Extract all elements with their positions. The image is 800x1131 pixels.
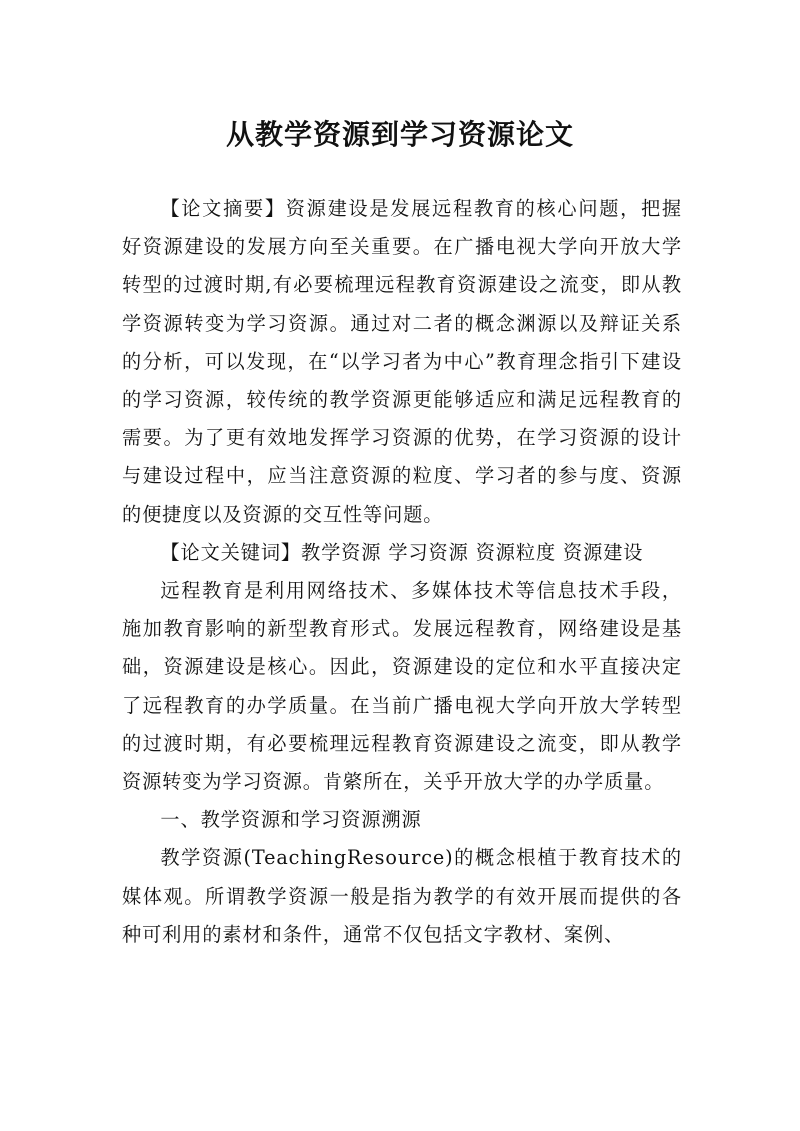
document-title: 从教学资源到学习资源论文 — [225, 117, 574, 151]
document-body — [122, 190, 682, 954]
section-heading: 一、教学资源和学习资源溯源 — [160, 808, 422, 832]
intro-paragraph: 远程教育是利用网络技术、多媒体技术等信息技术手段，施加教育影响的新型教育形式。发展远程教育，网络建设是基础，资源建设是核心。因此，资源建设的定位和水平直接决定了远程教育的办学质量。在当前广播电视大学向开放大学转型的过渡时期，有必要梳理远程教育资源建设之流变，即从教学资源转变为学习资源。肯綮所在，关乎开放大学的办学质量。 — [122, 579, 682, 794]
section-paragraph: 教学资源(TeachingResource)的概念根植于教育技术的媒体观。所谓教学资源一般是指为教学的有效开展而提供的各种可利用的素材和条件，通常不仅包括文字教材、案例、 — [122, 846, 682, 946]
abstract-paragraph: 【论文摘要】资源建设是发展远程教育的核心问题，把握好资源建设的发展方向至关重要。在广播电视大学向开放大学转型的过渡时期,有必要梳理远程教育资源建设之流变，即从教学资源转变为学习资源。通过对二者的概念渊源以及辩证关系的分析，可以发现，在“以学习者为中心”教育理念指引下建设的学习资源，较传统的教学资源更能够适应和满足远程教育的需要。为了更有效地发挥学习资源的优势，在学习资源的设计与建设过程中，应当注意资源的粒度、学习者的参与度、资源的便捷度以及资源的交互性等问题。 — [122, 197, 682, 526]
keywords-paragraph: 【论文关键词】教学资源 学习资源 资源粒度 资源建设 — [160, 540, 644, 564]
